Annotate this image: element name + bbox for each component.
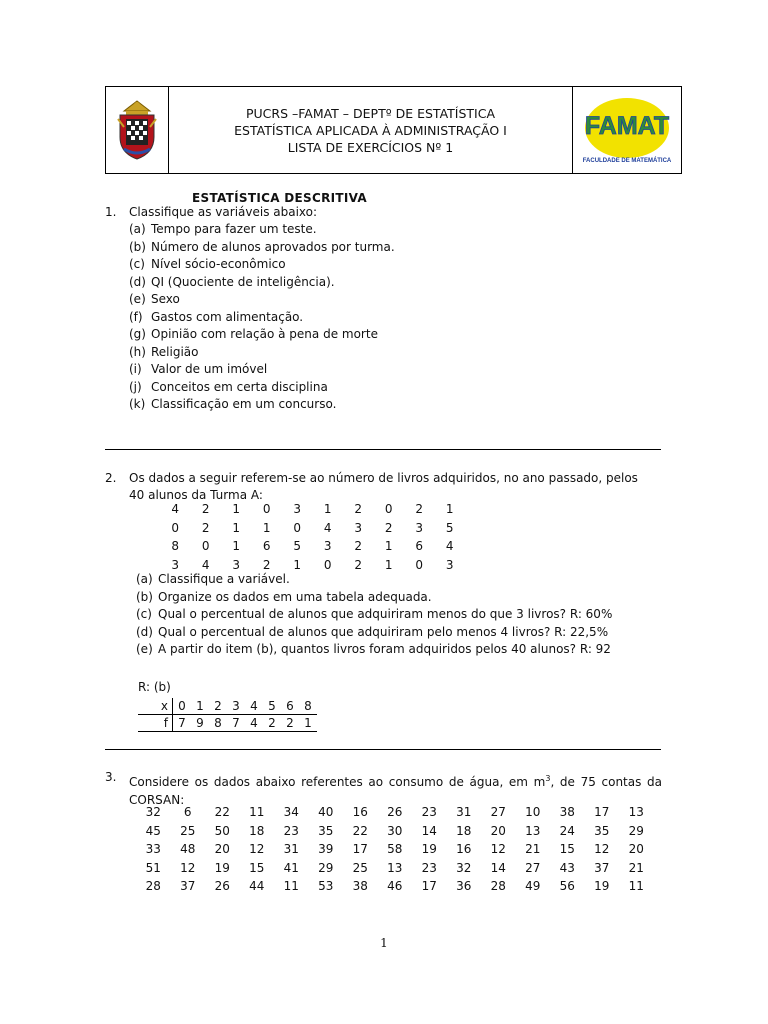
table-cell: 16	[352, 805, 368, 820]
table-cell: 22	[352, 823, 368, 838]
table-cell: 8	[171, 539, 180, 554]
table-cell: 17	[352, 842, 368, 857]
list-item	[129, 327, 395, 345]
table-cell: 50	[214, 823, 230, 838]
table-cell: 19	[214, 860, 230, 875]
table-cell: 13	[387, 860, 403, 875]
table-cell: 17	[594, 805, 610, 820]
freq-f-value: 8	[209, 715, 227, 732]
table-cell: 56	[559, 879, 575, 894]
table-cell: 0	[293, 520, 302, 535]
table-cell: 1	[293, 557, 302, 572]
table-cell: 23	[283, 823, 299, 838]
q1-number: 1.	[105, 205, 117, 219]
table-cell: 15	[249, 860, 265, 875]
table-cell: 1	[232, 502, 241, 517]
table-cell: 2	[262, 557, 271, 572]
item-text: A partir do item (b), quantos livros foram adquiridos pelos 40 alunos? R: 92	[158, 642, 611, 656]
list-item	[129, 362, 395, 380]
header-line-3: LISTA DE EXERCÍCIOS Nº 1	[287, 139, 454, 155]
table-cell: 3	[445, 557, 454, 572]
table-cell: 25	[180, 823, 196, 838]
table-cell: 24	[559, 823, 575, 838]
famat-logo	[572, 87, 681, 173]
table-cell: 13	[628, 805, 644, 820]
table-row	[136, 822, 654, 841]
item-label: (h)	[129, 344, 146, 359]
q3-number: 3.	[105, 770, 117, 784]
item-text: QI (Quociente de inteligência).	[151, 274, 335, 289]
freq-f-value: 7	[227, 715, 245, 732]
table-cell: 38	[559, 805, 575, 820]
table-cell: 3	[232, 557, 241, 572]
table-row	[160, 519, 465, 538]
table-cell: 4	[201, 557, 210, 572]
table-cell: 29	[628, 823, 644, 838]
list-item	[129, 397, 395, 415]
q2-line-1: Os dados a seguir referem-se ao número de livros adquiridos, no ano passado, pelos	[129, 471, 638, 485]
table-cell: 0	[201, 539, 210, 554]
item-text: Sexo	[151, 292, 180, 306]
table-cell: 41	[283, 860, 299, 875]
table-cell: 31	[283, 842, 299, 857]
table-row	[160, 537, 465, 556]
list-item	[129, 257, 395, 275]
page-number: 1	[380, 936, 388, 950]
table-cell: 20	[490, 823, 506, 838]
freq-f-value: 9	[191, 715, 209, 732]
table-cell: 32	[145, 805, 161, 820]
table-cell: 3	[171, 557, 180, 572]
item-text: Classificação em um concurso.	[151, 397, 337, 411]
item-text: Valor de um imóvel	[151, 362, 268, 376]
item-text: Tempo para fazer um teste.	[151, 222, 317, 236]
table-cell: 18	[456, 823, 472, 838]
table-cell: 22	[214, 805, 230, 820]
freq-f-value: 4	[245, 715, 263, 732]
table-row	[136, 840, 654, 859]
crest-icon	[112, 97, 162, 163]
table-row	[136, 877, 654, 896]
table-cell: 0	[323, 557, 332, 572]
table-cell: 11	[283, 879, 299, 894]
table-cell: 13	[525, 823, 541, 838]
q2-frequency-table	[138, 698, 317, 732]
table-cell: 3	[415, 520, 424, 535]
item-label: (d)	[136, 624, 153, 639]
table-cell: 14	[421, 823, 437, 838]
freq-x-value: 8	[299, 698, 317, 715]
q3-text-before: Considere os dados abaixo referentes ao consumo de água, em m	[129, 775, 546, 789]
table-cell: 4	[171, 502, 180, 517]
item-text: Nível sócio-econômico	[151, 257, 286, 271]
list-item	[129, 240, 395, 258]
list-item	[136, 607, 612, 625]
famat-logo-text: FAMAT	[584, 112, 670, 140]
table-cell: 1	[232, 520, 241, 535]
table-cell: 15	[559, 842, 575, 857]
item-label: (d)	[129, 274, 146, 289]
item-text: Qual o percentual de alunos que adquiriram menos do que 3 livros? R: 60%	[158, 607, 613, 621]
table-cell: 2	[201, 520, 210, 535]
table-cell: 26	[214, 879, 230, 894]
freq-f-value: 2	[263, 715, 281, 732]
table-row	[136, 859, 654, 878]
q3-superscript: 3	[545, 774, 551, 783]
table-cell: 19	[594, 879, 610, 894]
item-label: (b)	[136, 589, 153, 604]
q2-item-list	[136, 572, 612, 660]
list-item	[129, 292, 395, 310]
table-cell: 40	[318, 805, 334, 820]
freq-x-value: 6	[281, 698, 299, 715]
freq-x-value: 3	[227, 698, 245, 715]
freq-x-header: x	[138, 698, 173, 715]
item-label: (c)	[136, 607, 152, 621]
table-cell: 1	[445, 502, 454, 517]
table-cell: 1	[384, 539, 393, 554]
table-cell: 0	[171, 520, 180, 535]
table-cell: 21	[525, 842, 541, 857]
famat-logo-subtitle: FACULDADE DE MATEMÁTICA	[582, 158, 672, 164]
item-label: (i)	[129, 362, 142, 376]
freq-f-header: f	[138, 715, 173, 732]
table-cell: 11	[628, 879, 644, 894]
table-cell: 14	[490, 860, 506, 875]
list-item	[129, 345, 395, 363]
table-cell: 0	[384, 502, 393, 517]
freq-f-value: 1	[299, 715, 317, 732]
table-cell: 1	[262, 520, 271, 535]
item-text: Organize os dados em uma tabela adequada.	[158, 589, 432, 604]
table-cell: 2	[384, 520, 393, 535]
table-cell: 37	[594, 860, 610, 875]
table-cell: 49	[525, 879, 541, 894]
table-cell: 20	[214, 842, 230, 857]
freq-x-value: 0	[173, 698, 192, 715]
item-label: (b)	[129, 239, 146, 254]
item-label: (e)	[136, 642, 153, 656]
freq-x-value: 5	[263, 698, 281, 715]
header-line-1: PUCRS –FAMAT – DEPTº DE ESTATÍSTICA	[245, 105, 496, 121]
table-cell: 12	[180, 860, 196, 875]
freq-x-value: 4	[245, 698, 263, 715]
list-item	[136, 625, 612, 643]
freq-f-value: 2	[281, 715, 299, 732]
table-cell: 35	[594, 823, 610, 838]
freq-table-row-f	[138, 715, 317, 732]
item-text: Opinião com relação à pena de morte	[151, 327, 378, 341]
table-cell: 1	[232, 539, 241, 554]
item-label: (j)	[129, 379, 142, 394]
table-cell: 12	[594, 842, 610, 857]
item-text: Religião	[151, 344, 199, 359]
table-cell: 2	[201, 502, 210, 517]
header-title-block	[169, 87, 572, 173]
table-cell: 6	[262, 539, 271, 554]
table-cell: 21	[628, 860, 644, 875]
table-cell: 6	[183, 805, 192, 820]
list-item	[136, 572, 612, 590]
header-line-2: ESTATÍSTICA APLICADA À ADMINISTRAÇÃO I	[234, 122, 507, 138]
item-text: Conceitos em certa disciplina	[151, 379, 328, 394]
item-label: (f)	[129, 309, 143, 324]
table-cell: 28	[145, 879, 161, 894]
table-cell: 12	[249, 842, 265, 857]
table-cell: 5	[445, 520, 454, 535]
table-cell: 46	[387, 879, 403, 894]
table-cell: 1	[384, 557, 393, 572]
table-cell: 25	[352, 860, 368, 875]
table-cell: 43	[559, 860, 575, 875]
table-cell: 16	[456, 842, 472, 857]
item-text: Qual o percentual de alunos que adquiriram pelo menos 4 livros? R: 22,5%	[158, 624, 609, 639]
table-cell: 32	[456, 860, 472, 875]
pucrs-crest-logo	[106, 87, 169, 173]
table-cell: 30	[387, 823, 403, 838]
table-cell: 35	[318, 823, 334, 838]
header-box	[105, 86, 682, 174]
table-cell: 27	[525, 860, 541, 875]
freq-x-value: 2	[209, 698, 227, 715]
q3-text-after: , de 75 contas da CORSAN:	[129, 775, 662, 807]
item-label: (a)	[129, 222, 146, 236]
table-cell: 2	[354, 539, 363, 554]
table-cell: 0	[262, 502, 271, 517]
item-label: (a)	[136, 572, 153, 586]
table-cell: 2	[415, 502, 424, 517]
table-cell: 23	[421, 805, 437, 820]
table-cell: 29	[318, 860, 334, 875]
table-row	[160, 500, 465, 519]
section-title: ESTATÍSTICA DESCRITIVA	[192, 191, 367, 205]
table-row	[136, 803, 654, 822]
table-cell: 31	[456, 805, 472, 820]
table-cell: 3	[354, 520, 363, 535]
q2-data-table	[160, 500, 465, 574]
table-cell: 38	[352, 879, 368, 894]
list-item	[129, 222, 395, 240]
table-cell: 23	[421, 860, 437, 875]
table-cell: 39	[318, 842, 334, 857]
table-cell: 58	[387, 842, 403, 857]
q1-prompt: Classifique as variáveis abaixo:	[129, 205, 318, 219]
table-cell: 45	[145, 823, 161, 838]
table-cell: 10	[525, 805, 541, 820]
freq-table-row-x	[138, 698, 317, 715]
table-cell: 34	[283, 805, 299, 820]
q2-answer-label: R: (b)	[138, 680, 171, 694]
table-cell: 5	[293, 539, 302, 554]
table-cell: 2	[354, 502, 363, 517]
item-label: (e)	[129, 292, 146, 306]
item-text: Número de alunos aprovados por turma.	[151, 239, 395, 254]
separator-line	[105, 749, 661, 750]
table-cell: 44	[249, 879, 265, 894]
table-cell: 3	[293, 502, 302, 517]
table-cell: 37	[180, 879, 196, 894]
table-cell: 4	[323, 520, 332, 535]
table-cell: 33	[145, 842, 161, 857]
famat-logo-graphic	[577, 92, 677, 168]
table-cell: 6	[415, 539, 424, 554]
table-cell: 36	[456, 879, 472, 894]
list-item	[129, 275, 395, 293]
item-text: Gastos com alimentação.	[151, 309, 304, 324]
table-cell: 11	[249, 805, 265, 820]
item-text: Classifique a variável.	[158, 572, 290, 586]
table-cell: 19	[421, 842, 437, 857]
separator-line	[105, 449, 661, 450]
table-cell: 4	[445, 539, 454, 554]
table-cell: 51	[145, 860, 161, 875]
table-cell: 2	[354, 557, 363, 572]
list-item	[136, 590, 612, 608]
list-item	[129, 380, 395, 398]
table-cell: 28	[490, 879, 506, 894]
table-cell: 48	[180, 842, 196, 857]
table-cell: 0	[415, 557, 424, 572]
q2-line-2: 40 alunos da Turma A:	[129, 488, 263, 502]
list-item	[129, 310, 395, 328]
freq-x-value: 1	[191, 698, 209, 715]
table-cell: 53	[318, 879, 334, 894]
q1-item-list	[129, 222, 395, 415]
table-cell: 20	[628, 842, 644, 857]
list-item	[136, 642, 612, 660]
item-label: (c)	[129, 257, 145, 271]
table-cell: 17	[421, 879, 437, 894]
item-label: (g)	[129, 327, 146, 341]
table-cell: 1	[323, 502, 332, 517]
q2-number: 2.	[105, 471, 117, 485]
freq-f-value: 7	[173, 715, 192, 732]
table-cell: 27	[490, 805, 506, 820]
table-cell: 26	[387, 805, 403, 820]
q3-data-table	[136, 803, 654, 896]
table-cell: 18	[249, 823, 265, 838]
item-label: (k)	[129, 397, 146, 411]
table-cell: 3	[323, 539, 332, 554]
table-cell: 12	[490, 842, 506, 857]
